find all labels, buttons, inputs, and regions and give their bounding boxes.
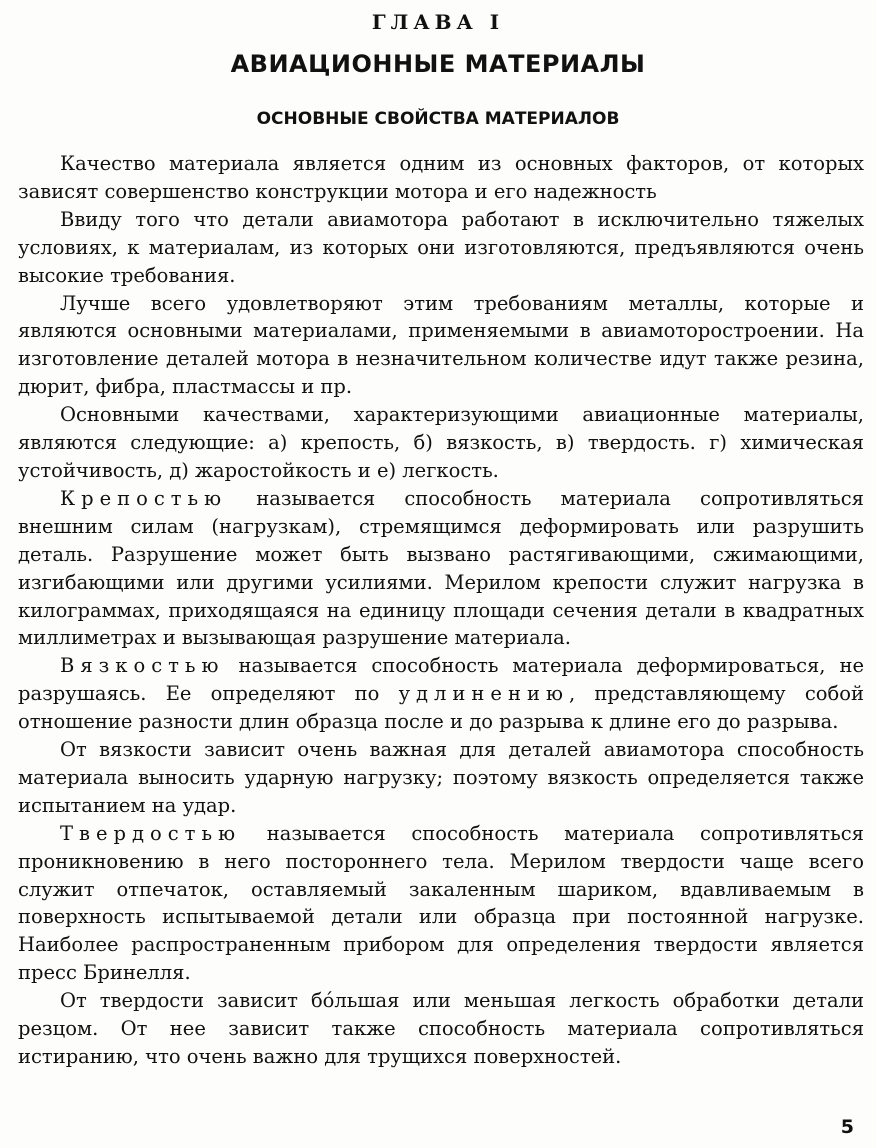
page-number: 5 [840, 1116, 854, 1138]
term-elongation: удлинению [398, 682, 569, 706]
paragraph-ductility [18, 652, 864, 736]
chapter-heading: ГЛАВА I [371, 10, 505, 34]
paragraph-strength [18, 485, 864, 652]
paragraph-hardness [18, 820, 864, 987]
body-text [18, 150, 864, 1071]
paragraph-impact: От вязкости зависит очень важная для деталей авиамотора способность материала выносить ударную нагрузку; поэтому вязкость определяется также испытанием на удар. [18, 738, 864, 817]
paragraph-quality: Качество материала является одним из основных факторов, от которых зависят совершенство конструкции мотора и его надежность [18, 152, 864, 203]
ductility-definition-a: называется способность материала деформироваться, не разрушаясь. Ее определяют по [18, 654, 864, 706]
term-strength: Крепостью [60, 486, 228, 510]
paragraph-conditions: Ввиду того что детали авиамотора работают в исключительно тяжелых условиях, к материалам, из которых они изготовляются, предъявляются очень высокие требования. [18, 207, 864, 287]
term-hardness: Твердостью [60, 821, 242, 845]
paragraph-machinability: От твердости зависит бóльшая или меньшая легкость обработки детали резцом. От нее зависит также способность материала сопротивляться истиранию, что очень важно для трущихся поверхностей. [18, 989, 864, 1068]
paragraph-metals: Лучше всего удовлетворяют этим требованиям металлы, которые и являются основными материалами, применяемыми в авиамоторостроении. На изготовление деталей мотора в незначительном количестве идут также резина, дюрит, фибра, пластмассы и пр. [18, 291, 864, 399]
paragraph-qualities-list: Основными качествами, характеризующими авиационные материалы, являются следующие: а) крепость, б) вязкость, в) твердость. г) химическая устойчивость, д) жаростойкость и е) легкость. [18, 403, 864, 482]
ductility-definition-b: , представляющему собой отношение разности длин образца после и до разрыва к длине его до разрыва. [18, 682, 864, 734]
hardness-definition: называется способность материала сопротивляться проникновению в него постороннего тела. Мерилом твердости чаще всего служит отпечаток, оставляемый закаленным шариком, вдавливаемым в поверхность испытываемой детали или образца при постоянной нагрузке. Наиболее распространенным прибором для определения твердости является пресс Бринелля. [18, 821, 864, 985]
term-ductility: Вязкостью [60, 654, 225, 678]
chapter-title: АВИАЦИОННЫЕ МАТЕРИАЛЫ [230, 50, 646, 78]
strength-definition: называется способность материала сопротивляться внешним силам (нагрузкам), стремящимся деформировать или разрушить деталь. Разрушение может быть вызвано растягивающими, сжимающими, изгибающими или другими усилиями. Мерилом крепости служит нагрузка в килограммах, приходящаяся на единицу площади сечения детали в квадратных миллиметрах и вызывающая разрушение материала. [18, 486, 864, 650]
section-title: ОСНОВНЫЕ СВОЙСТВА МАТЕРИАЛОВ [256, 109, 620, 129]
